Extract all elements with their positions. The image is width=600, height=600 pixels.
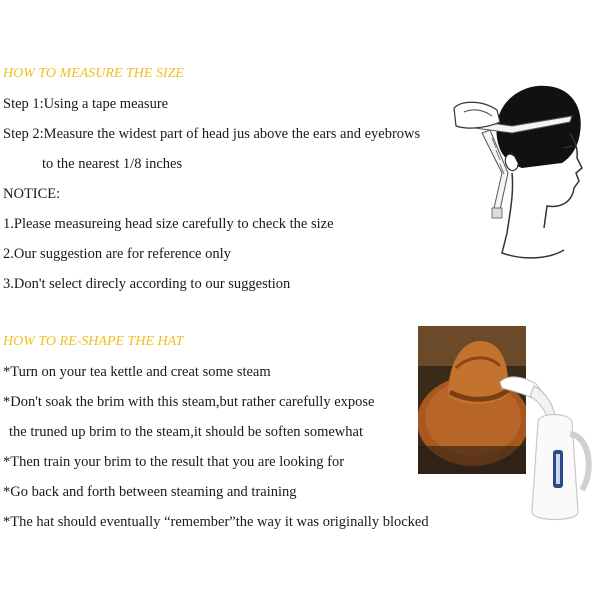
measure-step-2-cont: to the nearest 1/8 inches: [42, 156, 183, 172]
reshape-step-3: *Then train your brim to the result that you are looking for: [3, 454, 345, 470]
reshape-step-2-cont: the truned up brim to the steam,it should be soften somewhat: [9, 424, 363, 440]
measure-step-1: Step 1:Using a tape measure: [3, 96, 169, 112]
notice-item-2: 2.Our suggestion are for reference only: [3, 246, 231, 262]
reshape-step-5: *The hat should eventually “remember”the way it was originally blocked: [3, 514, 429, 530]
measure-heading: HOW TO MEASURE THE SIZE: [3, 66, 184, 81]
measure-step-2: Step 2:Measure the widest part of head jus above the ears and eyebrows: [3, 126, 421, 142]
notice-label: NOTICE:: [3, 186, 61, 202]
steamer-image: [498, 372, 598, 527]
reshape-step-4: *Go back and forth between steaming and training: [3, 484, 297, 500]
reshape-step-1: *Turn on your tea kettle and creat some steam: [3, 364, 271, 380]
notice-item-3: 3.Don't select direcly according to our suggestion: [3, 276, 291, 292]
reshape-step-2: *Don't soak the brim with this steam,but rather carefully expose: [3, 394, 375, 410]
head-measure-illustration: [452, 78, 597, 263]
reshape-heading: HOW TO RE-SHAPE THE HAT: [3, 334, 184, 349]
notice-item-1: 1.Please measureing head size carefully to check the size: [3, 216, 334, 232]
